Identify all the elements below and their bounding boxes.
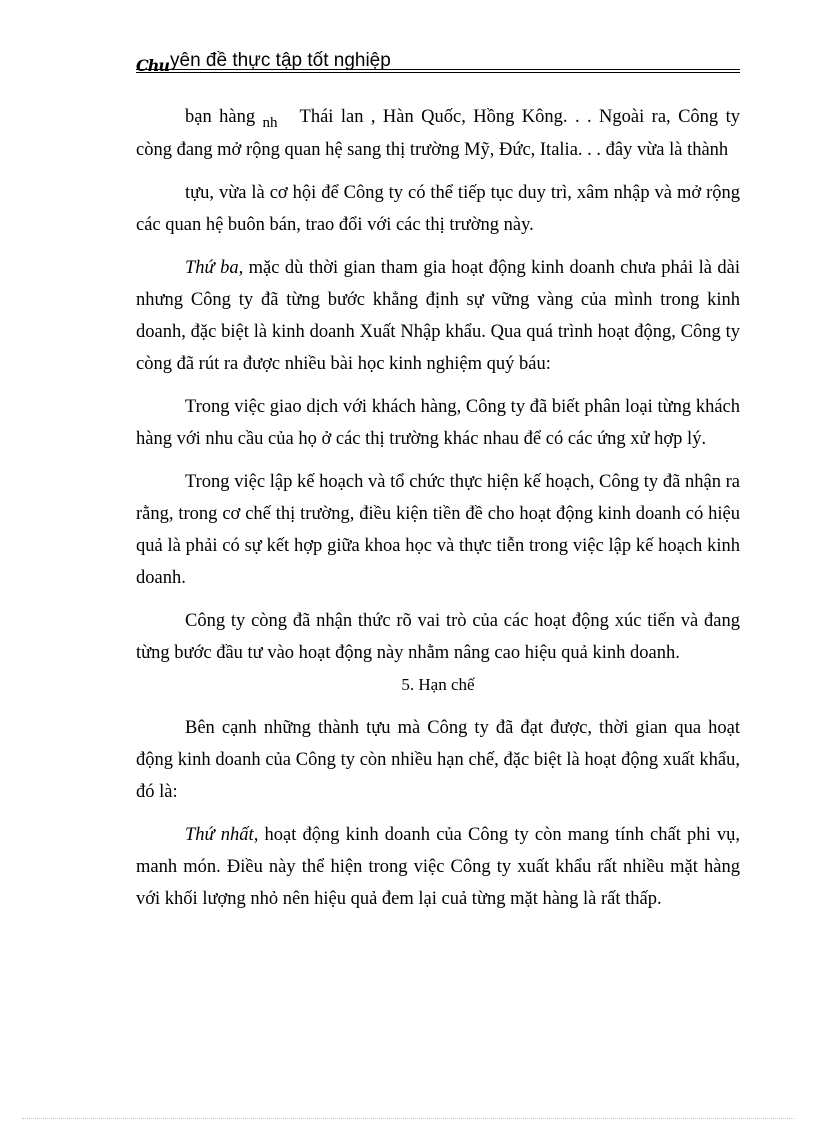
paragraph-2: tựu, vừa là cơ hội để Công ty có thể tiếp tục duy trì, xâm nhập và mở rộng các quan hệ buôn bán, trao đổi với các thị trường này. bbox=[136, 183, 740, 235]
paragraph-1-lead: bạn hàng bbox=[185, 107, 256, 127]
paragraph-4: Trong việc giao dịch với khách hàng, Công ty đã biết phân loại từng khách hàng với nhu cầu của họ ở các thị trường khác nhau để có các ứng xử hợp lý. bbox=[136, 397, 740, 449]
paragraph-1-subscript: nh bbox=[262, 115, 278, 131]
paragraph-6: Công ty còng đã nhận thức rõ vai trò của các hoạt động xúc tiến và đang từng bước đầu tư vào hoạt động này nhằm nâng cao hiệu quả kinh doanh. bbox=[136, 611, 740, 663]
paragraph-1-rest: Thái lan , Hàn Quốc, Hồng Kông. . . Ngoài ra, Công ty còng đang mở rộng quan hệ sang thị trường Mỹ, Đức, Italia. . . đây vừa là thành bbox=[136, 107, 740, 160]
section-heading: 5. Hạn chế bbox=[401, 675, 475, 694]
header-script-mark: Chu bbox=[136, 56, 169, 75]
document-body bbox=[136, 101, 740, 915]
header-title: yên đề thực tập tốt nghiệp bbox=[170, 50, 391, 71]
paragraph-8 bbox=[136, 819, 740, 915]
page-header bbox=[136, 50, 740, 74]
paragraph-3-rest: mặc dù thời gian tham gia hoạt động kinh doanh chưa phải là dài nhưng Công ty đã từng bước khẳng định sự vững vàng của mình trong kinh doanh, đặc biệt là kinh doanh Xuất Nhập khẩu. Qua quá trình hoạt động, Công ty còng đã rút ra được nhiều bài học kinh nghiệm quý báu: bbox=[136, 258, 740, 374]
header-rule-top bbox=[136, 69, 740, 70]
paragraph-1 bbox=[136, 101, 740, 166]
paragraph-3 bbox=[136, 252, 740, 380]
paragraph-8-rest: hoạt động kinh doanh của Công ty còn mang tính chất phi vụ, manh món. Điều này thể hiện trong việc Công ty xuất khẩu rất nhiều mặt hàng với khối lượng nhỏ nên hiệu quả đem lại cuả từng mặt hàng là rất thấp. bbox=[136, 825, 740, 909]
paragraph-7: Bên cạnh những thành tựu mà Công ty đã đạt được, thời gian qua hoạt động kinh doanh của Công ty còn nhiều hạn chế, đặc biệt là hoạt động xuất khẩu, đó là: bbox=[136, 718, 740, 802]
paragraph-3-emphasis: Thứ ba, bbox=[185, 258, 244, 278]
page-bottom-divider bbox=[22, 1118, 794, 1119]
paragraph-8-emphasis: Thứ nhất, bbox=[185, 825, 259, 845]
paragraph-5: Trong việc lập kế hoạch và tổ chức thực hiện kế hoạch, Công ty đã nhận ra rằng, trong cơ chế thị trường, điều kiện tiền đề cho hoạt động kinh doanh có hiệu quả là phải có sự kết hợp giữa khoa học và thực tiễn trong việc lập kế hoạch kinh doanh. bbox=[136, 472, 740, 588]
header-rule-bottom bbox=[136, 72, 740, 73]
